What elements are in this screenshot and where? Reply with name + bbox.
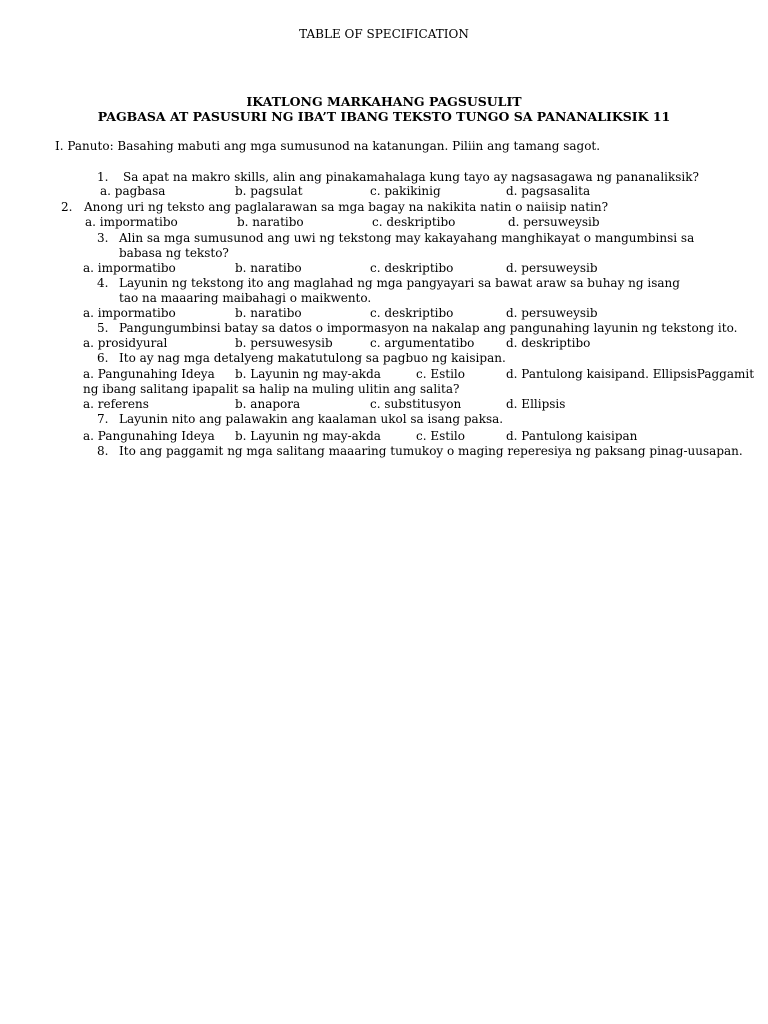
choice-c[interactable]: c. substitusyon: [370, 397, 462, 411]
choice-d[interactable]: d. Pantulong kaisipand. EllipsisPaggamit: [506, 367, 755, 381]
exam-title: IKATLONG MARKAHANG PAGSUSULIT: [246, 94, 522, 109]
question-text-cont: babasa ng teksto?: [119, 246, 229, 260]
choice-b[interactable]: b. naratibo: [235, 306, 302, 320]
choice-b[interactable]: b. Layunin ng may-akda: [235, 367, 381, 381]
choice-d[interactable]: d. persuweysib: [506, 261, 598, 275]
choice-d[interactable]: d. persuweysib: [506, 306, 598, 320]
question-text: Layunin nito ang palawakin ang kaalaman ukol sa isang paksa.: [119, 412, 504, 426]
choice-d[interactable]: d. pagsasalita: [506, 184, 591, 198]
question-number: 5.: [97, 321, 109, 335]
choice-a[interactable]: a. prosidyural: [83, 336, 168, 350]
choice-a[interactable]: a. impormatibo: [83, 261, 176, 275]
question-text-cont: tao na maaaring maibahagi o maikwento.: [119, 291, 372, 305]
question-number: 8.: [97, 444, 109, 458]
question-number: 3.: [97, 231, 109, 245]
question-text: Alin sa mga sumusunod ang uwi ng tekstong may kakayahang manghikayat o mangumbinsi sa: [119, 231, 695, 245]
page-title: TABLE OF SPECIFICATION: [299, 27, 469, 41]
question-text: Pangungumbinsi batay sa datos o impormasyon na nakalap ang pangunahing layunin ng tekstong ito.: [119, 321, 738, 335]
choice-a[interactable]: a. Pangunahing Ideya: [83, 367, 215, 381]
choice-a[interactable]: a. Pangunahing Ideya: [83, 429, 215, 443]
choice-b[interactable]: b. naratibo: [237, 215, 304, 229]
question-number: 6.: [97, 351, 109, 365]
choice-d[interactable]: d. deskriptibo: [506, 336, 591, 350]
choice-c[interactable]: c. pakikinig: [370, 184, 441, 198]
choice-a[interactable]: a. referens: [83, 397, 149, 411]
question-text: Ito ay nag mga detalyeng makatutulong sa pagbuo ng kaisipan.: [119, 351, 506, 365]
question-number: 4.: [97, 276, 109, 290]
question-text: Layunin ng tekstong ito ang maglahad ng mga pangyayari sa bawat araw sa buhay ng isang: [119, 276, 680, 290]
question-text: Sa apat na makro skills, alin ang pinakamahalaga kung tayo ay nagsasagawa ng pananaliksik?: [123, 170, 699, 184]
choice-b[interactable]: b. Layunin ng may-akda: [235, 429, 381, 443]
choice-c[interactable]: c. deskriptibo: [370, 306, 454, 320]
choice-b[interactable]: b. naratibo: [235, 261, 302, 275]
choice-b[interactable]: b. anapora: [235, 397, 301, 411]
choice-a[interactable]: a. impormatibo: [83, 306, 176, 320]
choice-c[interactable]: c. argumentatibo: [370, 336, 475, 350]
choice-d[interactable]: d. Pantulong kaisipan: [506, 429, 638, 443]
question-text: Anong uri ng teksto ang paglalarawan sa mga bagay na nakikita natin o naiisip natin?: [84, 200, 609, 214]
choice-a[interactable]: a. impormatibo: [85, 215, 178, 229]
choice-b[interactable]: b. pagsulat: [235, 184, 303, 198]
choice-a[interactable]: a. pagbasa: [100, 184, 166, 198]
question-number: 2.: [61, 200, 73, 214]
choice-c[interactable]: c. deskriptibo: [370, 261, 454, 275]
instructions: I. Panuto: Basahing mabuti ang mga sumusunod na katanungan. Piliin ang tamang sagot.: [55, 139, 601, 153]
subject-title: PAGBASA AT PASUSURI NG IBA’T IBANG TEKSTO TUNGO SA PANANALIKSIK 11: [97, 109, 671, 124]
choice-d[interactable]: d. Ellipsis: [506, 397, 566, 411]
question-text: Ito ang paggamit ng mga salitang maaaring tumukoy o maging reperesiya ng paksang pinag-uusapan.: [119, 444, 743, 458]
question-text-cont: ng ibang salitang ipapalit sa halip na muling ulitin ang salita?: [83, 382, 460, 396]
question-number: 7.: [97, 412, 109, 426]
choice-c[interactable]: c. Estilo: [416, 367, 465, 381]
choice-c[interactable]: c. Estilo: [416, 429, 465, 443]
choice-c[interactable]: c. deskriptibo: [372, 215, 456, 229]
choice-d[interactable]: d. persuweysib: [508, 215, 600, 229]
choice-b[interactable]: b. persuwesysib: [235, 336, 333, 350]
question-number: 1.: [97, 170, 109, 184]
